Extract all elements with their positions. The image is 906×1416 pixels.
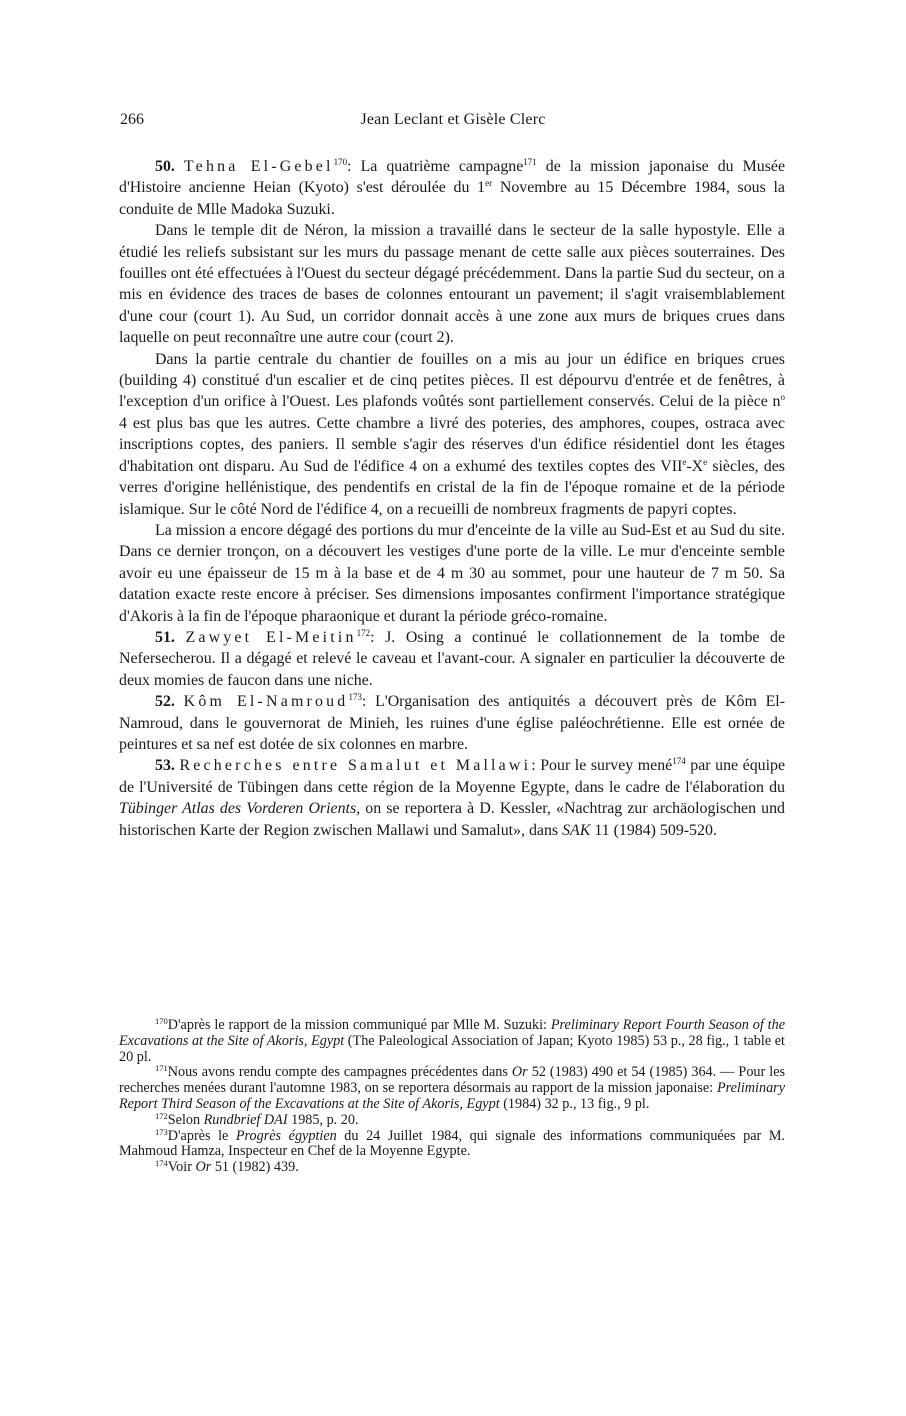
entry-number: 51. xyxy=(155,628,175,646)
footnote-mark: 173 xyxy=(155,1126,168,1137)
text-span: 1985, p. 20. xyxy=(287,1111,359,1128)
italic-title: Preliminary Report Fourth Season of the Excavations at the Site of Akoris, Egypt xyxy=(119,1017,785,1049)
text-span: Selon xyxy=(167,1111,204,1128)
text-span: Voir xyxy=(167,1159,196,1176)
text-span: -X xyxy=(686,457,704,475)
footnote-mark: 170 xyxy=(155,1016,168,1026)
italic-title: Progrès égyptien xyxy=(235,1127,337,1144)
entry-number: 53. xyxy=(155,757,175,775)
site-name: Zawyet El-Meitin xyxy=(185,628,357,646)
italic-journal: Or xyxy=(511,1064,528,1081)
site-name: Kôm El-Namroud xyxy=(183,693,349,711)
text-span: du 24 Juillet 1984, qui signale des informations communiquées par M. Mahmoud Hamza, Inspecteur en Chef de la Moyenne Egypte. xyxy=(119,1127,785,1160)
superscript: er xyxy=(485,178,493,189)
text-span: Dans la partie centrale du chantier de fouilles on a mis au jour un édifice en briques crues (building 4) constitué d'un escalier et de cinq petites pièces. Il est dépourvu d'entrée et de fenêtres, à l'exception d'un orifice à l'Ouest. Les plafonds voûtés sont partiellement conservés. Celui de la pièce n xyxy=(119,350,785,411)
text-span: Nous avons rendu compte des campagnes précédentes dans xyxy=(167,1064,512,1081)
main-text xyxy=(119,156,785,841)
text-span: 51 (1982) 439. xyxy=(211,1159,299,1176)
footnote-ref: 174 xyxy=(672,756,686,767)
entry-50-paragraph-2: Dans le temple dit de Néron, la mission a travaillé dans le secteur de la salle hypostyle. Elle a étudié les reliefs subsistant sur les murs du passage menant de cette salle aux pièces souterraines. Des fouilles ont été effectuées à l'Ouest du secteur dégagé précédemment. Dans la partie Sud du secteur, on a mis en évidence des traces de bases de colonnes entourant un pavement; il s'agit vraisemblablement d'une cour (court 1). Au Sud, un corridor donnait accès à une zone aux murs de briques crues dans laquelle on peut reconnaître une autre cour (court 2). xyxy=(119,222,785,347)
page-number: 266 xyxy=(120,111,144,128)
text-span: : L'Organisation des antiquités a découvert près de Kôm El-Namroud, dans le gouvernorat de Minieh, les ruines d'une église paléochrétienne. Elle est ornée de peintures et sa nef est dotée de six colonnes en marbre. xyxy=(119,693,786,753)
footnote-172 xyxy=(119,1110,785,1129)
footnote-ref: 172 xyxy=(356,627,371,638)
text-span: 52 (1983) 490 et 54 (1985) 364. — Pour les recherches menées durant l'automne 1983, on se reportera désormais au rapport de la mission japonaise: xyxy=(119,1064,786,1097)
text-span: siècles, des verres d'origine hellénistique, des pendentifs en cristal de la fin de l'époque romaine et de la période islamique. Sur le côté Nord de l'édifice 4, on a recueilli de nombreux fragments de papyri coptes. xyxy=(119,457,785,518)
footnote-mark: 172 xyxy=(155,1110,168,1121)
footnote-mark: 174 xyxy=(155,1158,168,1169)
running-head: Jean Leclant et Gisèle Clerc xyxy=(360,111,546,128)
text-span: : J. Osing a continué le collationnement de la tombe de Nefersecherou. Il a dégagé et relevé le caveau et l'avant-cour. A signaler en particulier la découverte de deux momies de faucon dans une niche. xyxy=(119,628,786,689)
entry-53-paragraph xyxy=(119,755,785,841)
footnote-mark: 171 xyxy=(155,1063,168,1074)
text-span: Novembre au 15 Décembre 1984, sous la conduite de Mlle Madoka Suzuki. xyxy=(119,179,785,218)
text-span: par une équipe de l'Université de Tübingen dans cette région de la Moyenne Egypte, dans le cadre de l'élaboration du xyxy=(119,757,786,796)
italic-title: Preliminary Report Third Season of the Excavations at the Site of Akoris, Egypt xyxy=(119,1080,785,1112)
entry-51-paragraph xyxy=(119,627,785,691)
entry-number: 52. xyxy=(155,693,175,711)
footnote-173 xyxy=(119,1126,785,1161)
site-name: Tehna El-Gebel xyxy=(183,158,334,175)
footnote-170 xyxy=(119,1018,785,1065)
entry-52-paragraph xyxy=(119,691,785,755)
italic-title: Tübinger Atlas des Vorderen Orients, xyxy=(119,800,361,818)
text-span: : Pour le survey mené xyxy=(531,757,673,775)
text-span: : La quatrième campagne xyxy=(347,158,524,175)
footnote-174 xyxy=(119,1160,785,1176)
entry-50-paragraph-3 xyxy=(119,349,785,520)
entry-number: 50. xyxy=(155,158,175,175)
text-span: 4 est plus bas que les autres. Cette chambre a livré des poteries, des amphores, coupes, ostraca avec inscriptions coptes, des paniers. Il semble s'agir des réserves d'un édifice résidentiel dont les étages d'habitation ont disparu. Au Sud de l'édifice 4 on a exhumé des textiles coptes des VII xyxy=(119,414,785,475)
entry-50-paragraph xyxy=(119,156,785,220)
italic-journal: Or xyxy=(195,1159,212,1176)
italic-title: Rundbrief DAI xyxy=(203,1111,288,1128)
footnote-171 xyxy=(119,1065,785,1112)
text-span: 11 (1984) 509-520. xyxy=(590,821,717,839)
entry-50-paragraph-4: La mission a encore dégagé des portions du mur d'enceinte de la ville au Sud-Est et au Sud du site. Dans ce dernier tronçon, on a découvert les vestiges d'une porte de la ville. Le mur d'enceinte semble avoir eu une épaisseur de 15 m à la base et de 4 m 30 au sommet, pour une hauteur de 7 m 50. Sa datation exacte reste encore à préciser. Ses dimensions imposantes confirment l'importance stratégique d'Akoris à la fin de l'époque pharaonique et durant la période gréco-romaine. xyxy=(119,521,785,625)
text-span: D'après le rapport de la mission communiqué par Mlle M. Suzuki: xyxy=(167,1017,551,1033)
footnotes xyxy=(119,1018,785,1176)
superscript: o xyxy=(780,392,785,403)
superscript: e xyxy=(703,456,708,467)
text-span: (The Paleological Association of Japan; Kyoto 1985) 53 p., 28 fig., 1 table et 20 pl. xyxy=(119,1032,785,1065)
footnote-ref: 173 xyxy=(348,692,362,703)
text-span: on se reportera à D. Kessler, «Nachtrag zur archäologischen und historischen Karte der Region zwischen Mallawi und Samalut», dans xyxy=(119,800,785,839)
site-name: Recherches entre Samalut et Mallawi xyxy=(179,757,532,775)
page-header xyxy=(120,111,786,139)
italic-journal: SAK xyxy=(562,821,591,839)
superscript: e xyxy=(682,456,687,467)
footnote-ref: 170 xyxy=(333,157,348,167)
text-span: de la mission japonaise du Musée d'Histoire ancienne Heian (Kyoto) s'est déroulée du 1 xyxy=(119,158,785,197)
footnote-ref: 171 xyxy=(523,157,537,167)
text-span: (1984) 32 p., 13 fig., 9 pl. xyxy=(499,1095,650,1112)
text-span: D'après le xyxy=(167,1127,236,1144)
